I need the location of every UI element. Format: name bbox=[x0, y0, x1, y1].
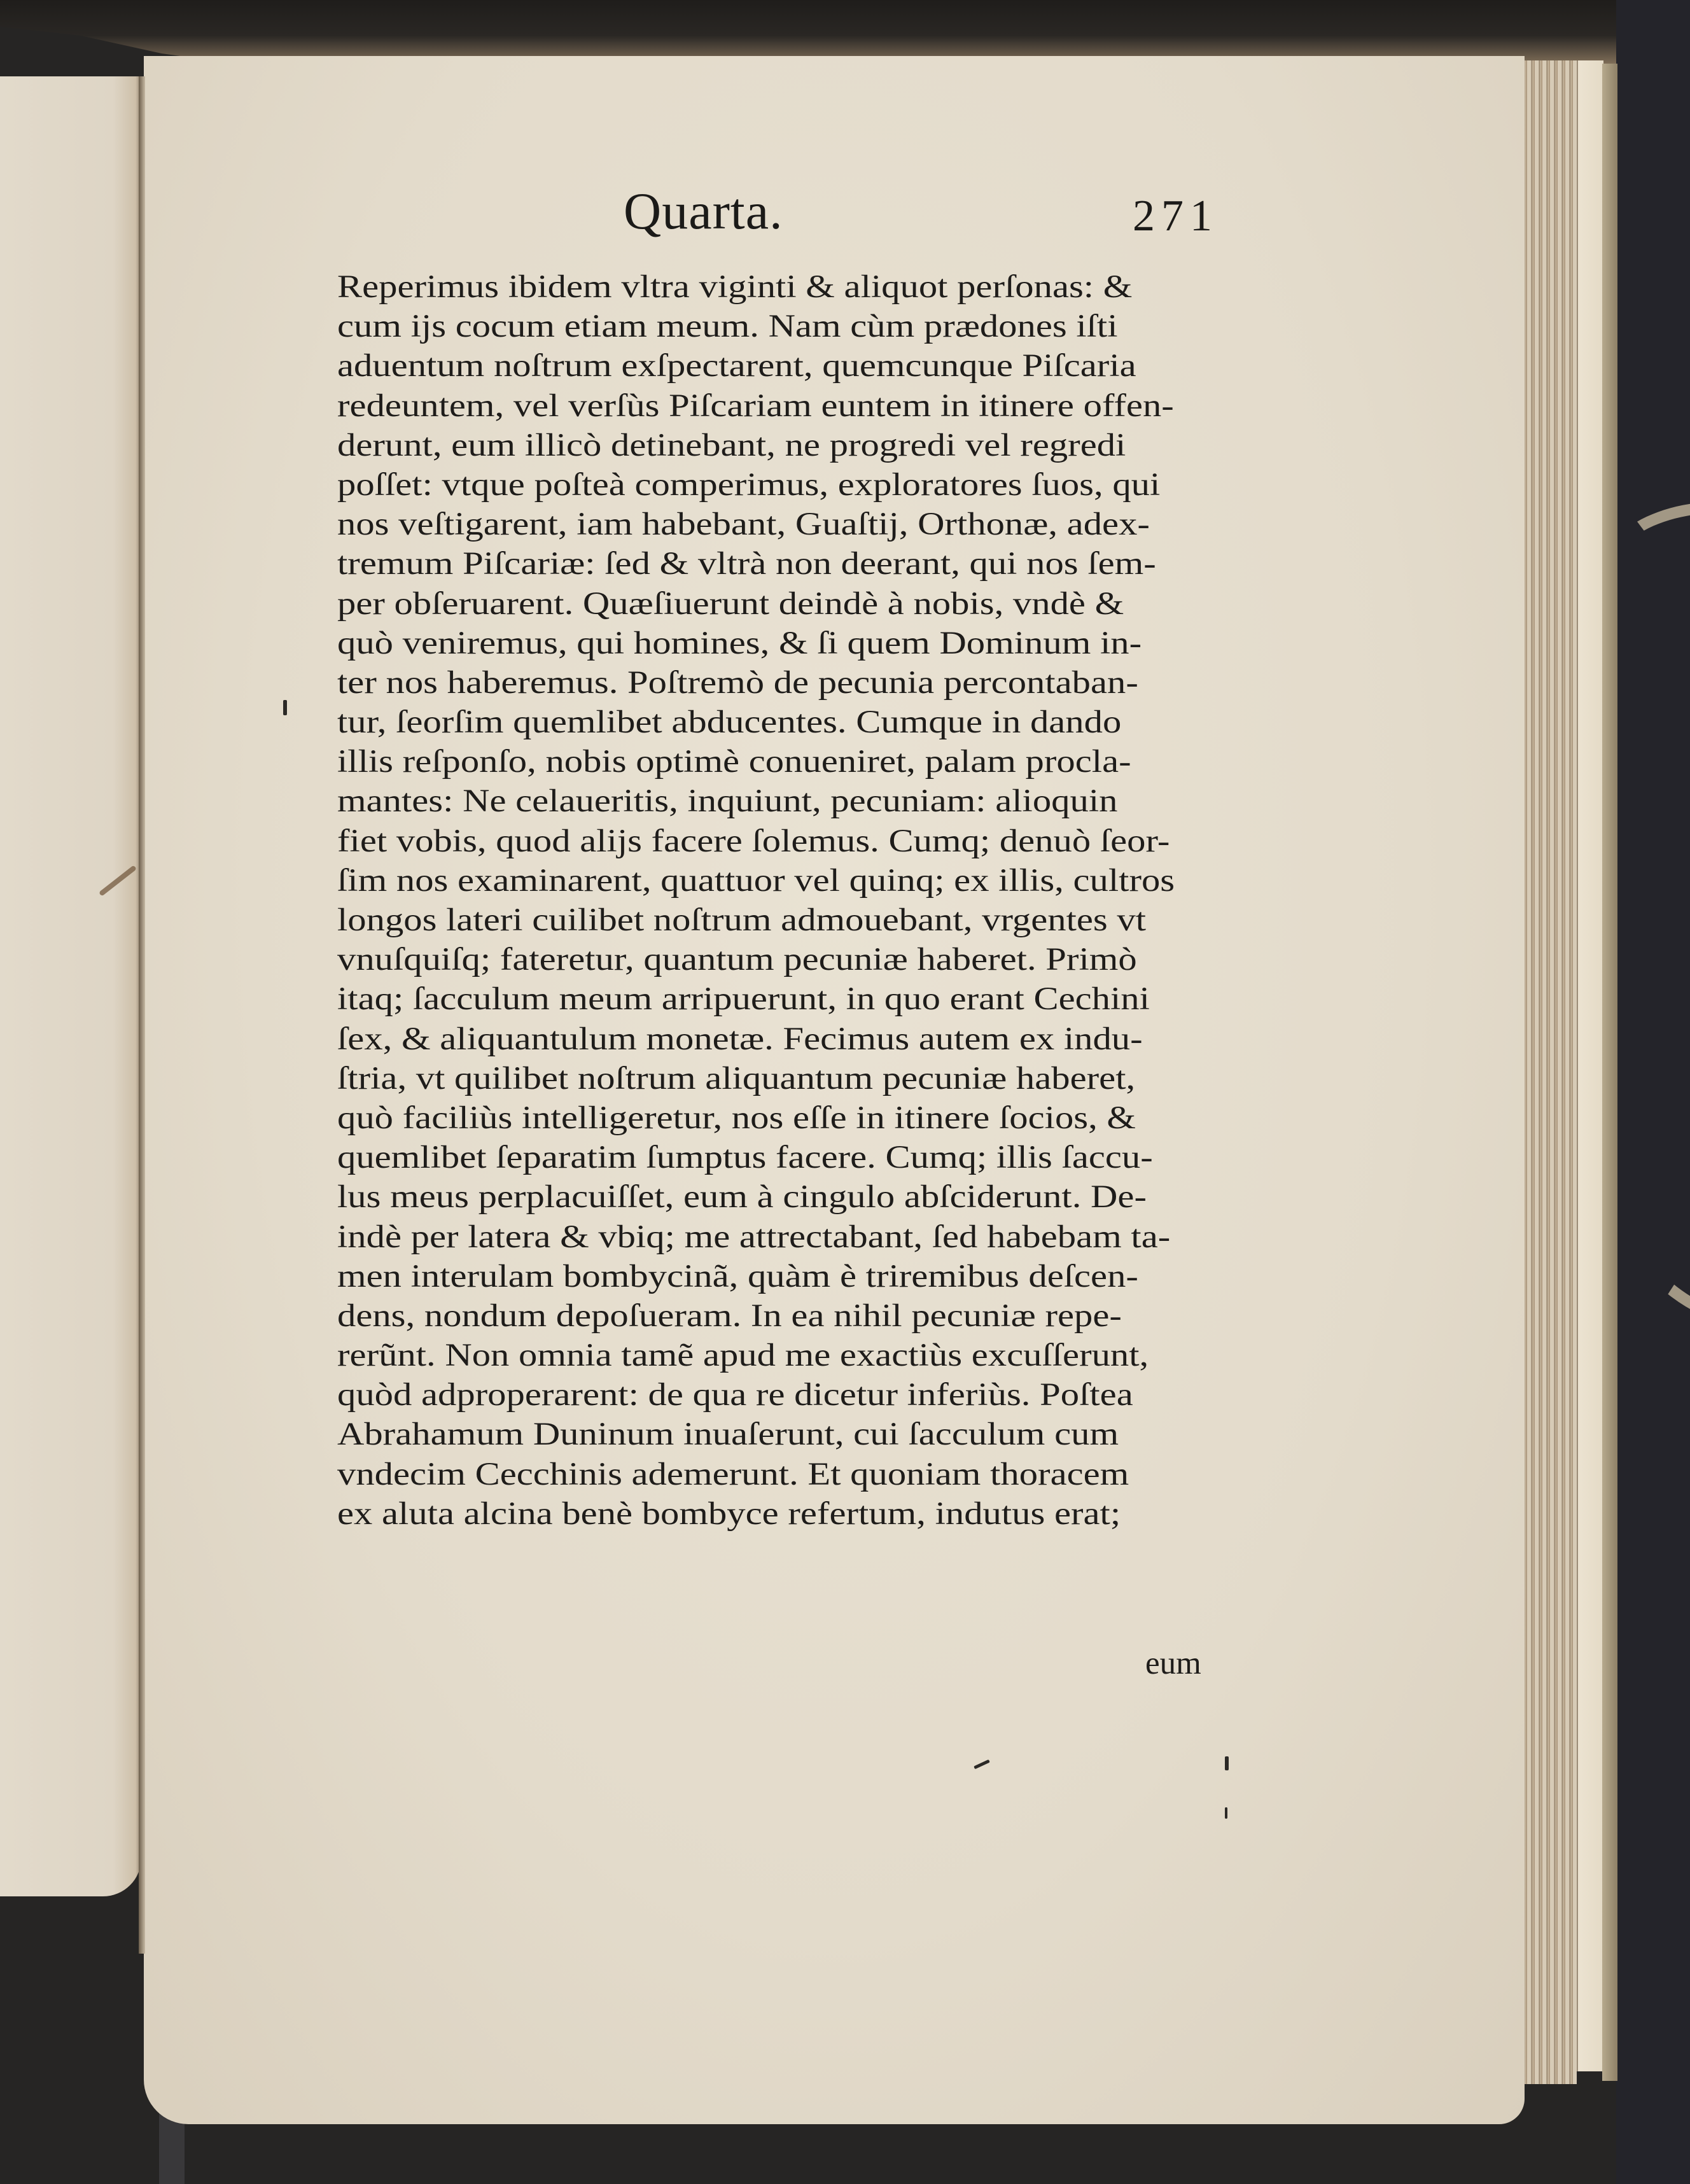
text-line: illis reſponſo, nobis optimè conueniret, palam procla- bbox=[337, 744, 1131, 780]
text-line: men interulam bombycinã, quàm è triremibus deſcen- bbox=[337, 1258, 1138, 1294]
text-line: ex aluta alcina benè bombyce refertum, indutus erat; bbox=[337, 1495, 1121, 1532]
gutter bbox=[139, 76, 145, 1954]
text-line: quò faciliùs intelligeretur, nos eſſe in itinere ſocios, & bbox=[337, 1100, 1136, 1136]
text-line: cum ijs cocum etiam meum. Nam cùm prædones iſti bbox=[337, 309, 1118, 345]
cover-board bbox=[1602, 64, 1617, 2081]
text-line: itaq; ſacculum meum arripuerunt, in quo erant Cechini bbox=[337, 981, 1150, 1018]
text-line: indè per latera & vbiq; me attrectabant, ſed habebam ta- bbox=[337, 1219, 1171, 1255]
text-line: ſex, & aliquantulum monetæ. Fecimus autem ex indu- bbox=[337, 1021, 1143, 1057]
page-number: 271 bbox=[1133, 192, 1219, 241]
catchword: eum bbox=[1145, 1646, 1201, 1681]
text-line: poſſet: vtque poſteà comperimus, exploratores ſuos, qui bbox=[337, 466, 1161, 503]
ink-speck bbox=[1225, 1756, 1229, 1770]
text-line: tremum Piſcariæ: ſed & vltrà non deerant, qui nos ſem- bbox=[337, 546, 1156, 582]
text-line: Abrahamum Duninum inuaſerunt, cui ſacculum cum bbox=[337, 1417, 1119, 1453]
text-line: aduentum noſtrum exſpectarent, quemcunque Piſcaria bbox=[337, 348, 1136, 384]
endpaper-edge bbox=[1577, 60, 1603, 2071]
text-line: quòd adproperarent: de qua re dicetur inferiùs. Poſtea bbox=[337, 1377, 1133, 1413]
text-line: redeuntem, vel verſùs Piſcariam euntem in itinere offen- bbox=[337, 388, 1174, 424]
text-line: Reperimus ibidem vltra viginti & aliquot perſonas: & bbox=[337, 269, 1133, 305]
previous-page-edge bbox=[0, 76, 141, 1896]
body-text bbox=[337, 267, 1225, 1534]
text-line: derunt, eum illicò detinebant, ne progredi vel regredi bbox=[337, 427, 1126, 463]
text-line: ſtria, vt quilibet noſtrum aliquantum pecuniæ haberet, bbox=[337, 1060, 1136, 1096]
text-line: fiet vobis, quod alijs facere ſolemus. Cumq; denuò ſeor- bbox=[337, 823, 1170, 859]
text-line: lus meus perplacuiſſet, eum à cingulo abſciderunt. De- bbox=[337, 1179, 1147, 1215]
text-line: ter nos haberemus. Poſtremò de pecunia percontaban- bbox=[337, 664, 1138, 701]
text-line: quemlibet ſeparatim ſumptus facere. Cumq; illis ſaccu- bbox=[337, 1140, 1153, 1176]
text-line: vnuſquiſq; fateretur, quantum pecuniæ haberet. Primò bbox=[337, 942, 1137, 978]
page-stack-edges bbox=[1519, 60, 1577, 2084]
text-line: ſim nos examinarent, quattuor vel quinq; ex illis, cultros bbox=[337, 862, 1175, 899]
text-line: nos veſtigarent, iam habebant, Guaſtij, Orthonæ, adex- bbox=[337, 507, 1150, 543]
running-head: Quarta. bbox=[624, 182, 783, 240]
text-line: per obſeruarent. Quæſiuerunt deindè à nobis, vndè & bbox=[337, 585, 1124, 622]
text-line: dens, nondum depoſueram. In ea nihil pecuniæ repe- bbox=[337, 1298, 1122, 1334]
text-line: quò veniremus, qui homines, & ſi quem Dominum in- bbox=[337, 625, 1142, 661]
text-line: vndecim Cecchinis ademerunt. Et quoniam thoracem bbox=[337, 1456, 1129, 1492]
text-line: tur, ſeorſim quemlibet abducentes. Cumque in dando bbox=[337, 704, 1122, 741]
text-line: longos lateri cuilibet noſtrum admouebant, vrgentes vt bbox=[337, 902, 1147, 938]
text-line: rerũnt. Non omnia tamẽ apud me exactiùs excuſſerunt, bbox=[337, 1338, 1149, 1374]
ink-speck bbox=[1225, 1807, 1227, 1819]
ink-speck bbox=[283, 700, 287, 715]
text-line: mantes: Ne celaueritis, inquiunt, pecuniam: alioquin bbox=[337, 783, 1118, 820]
